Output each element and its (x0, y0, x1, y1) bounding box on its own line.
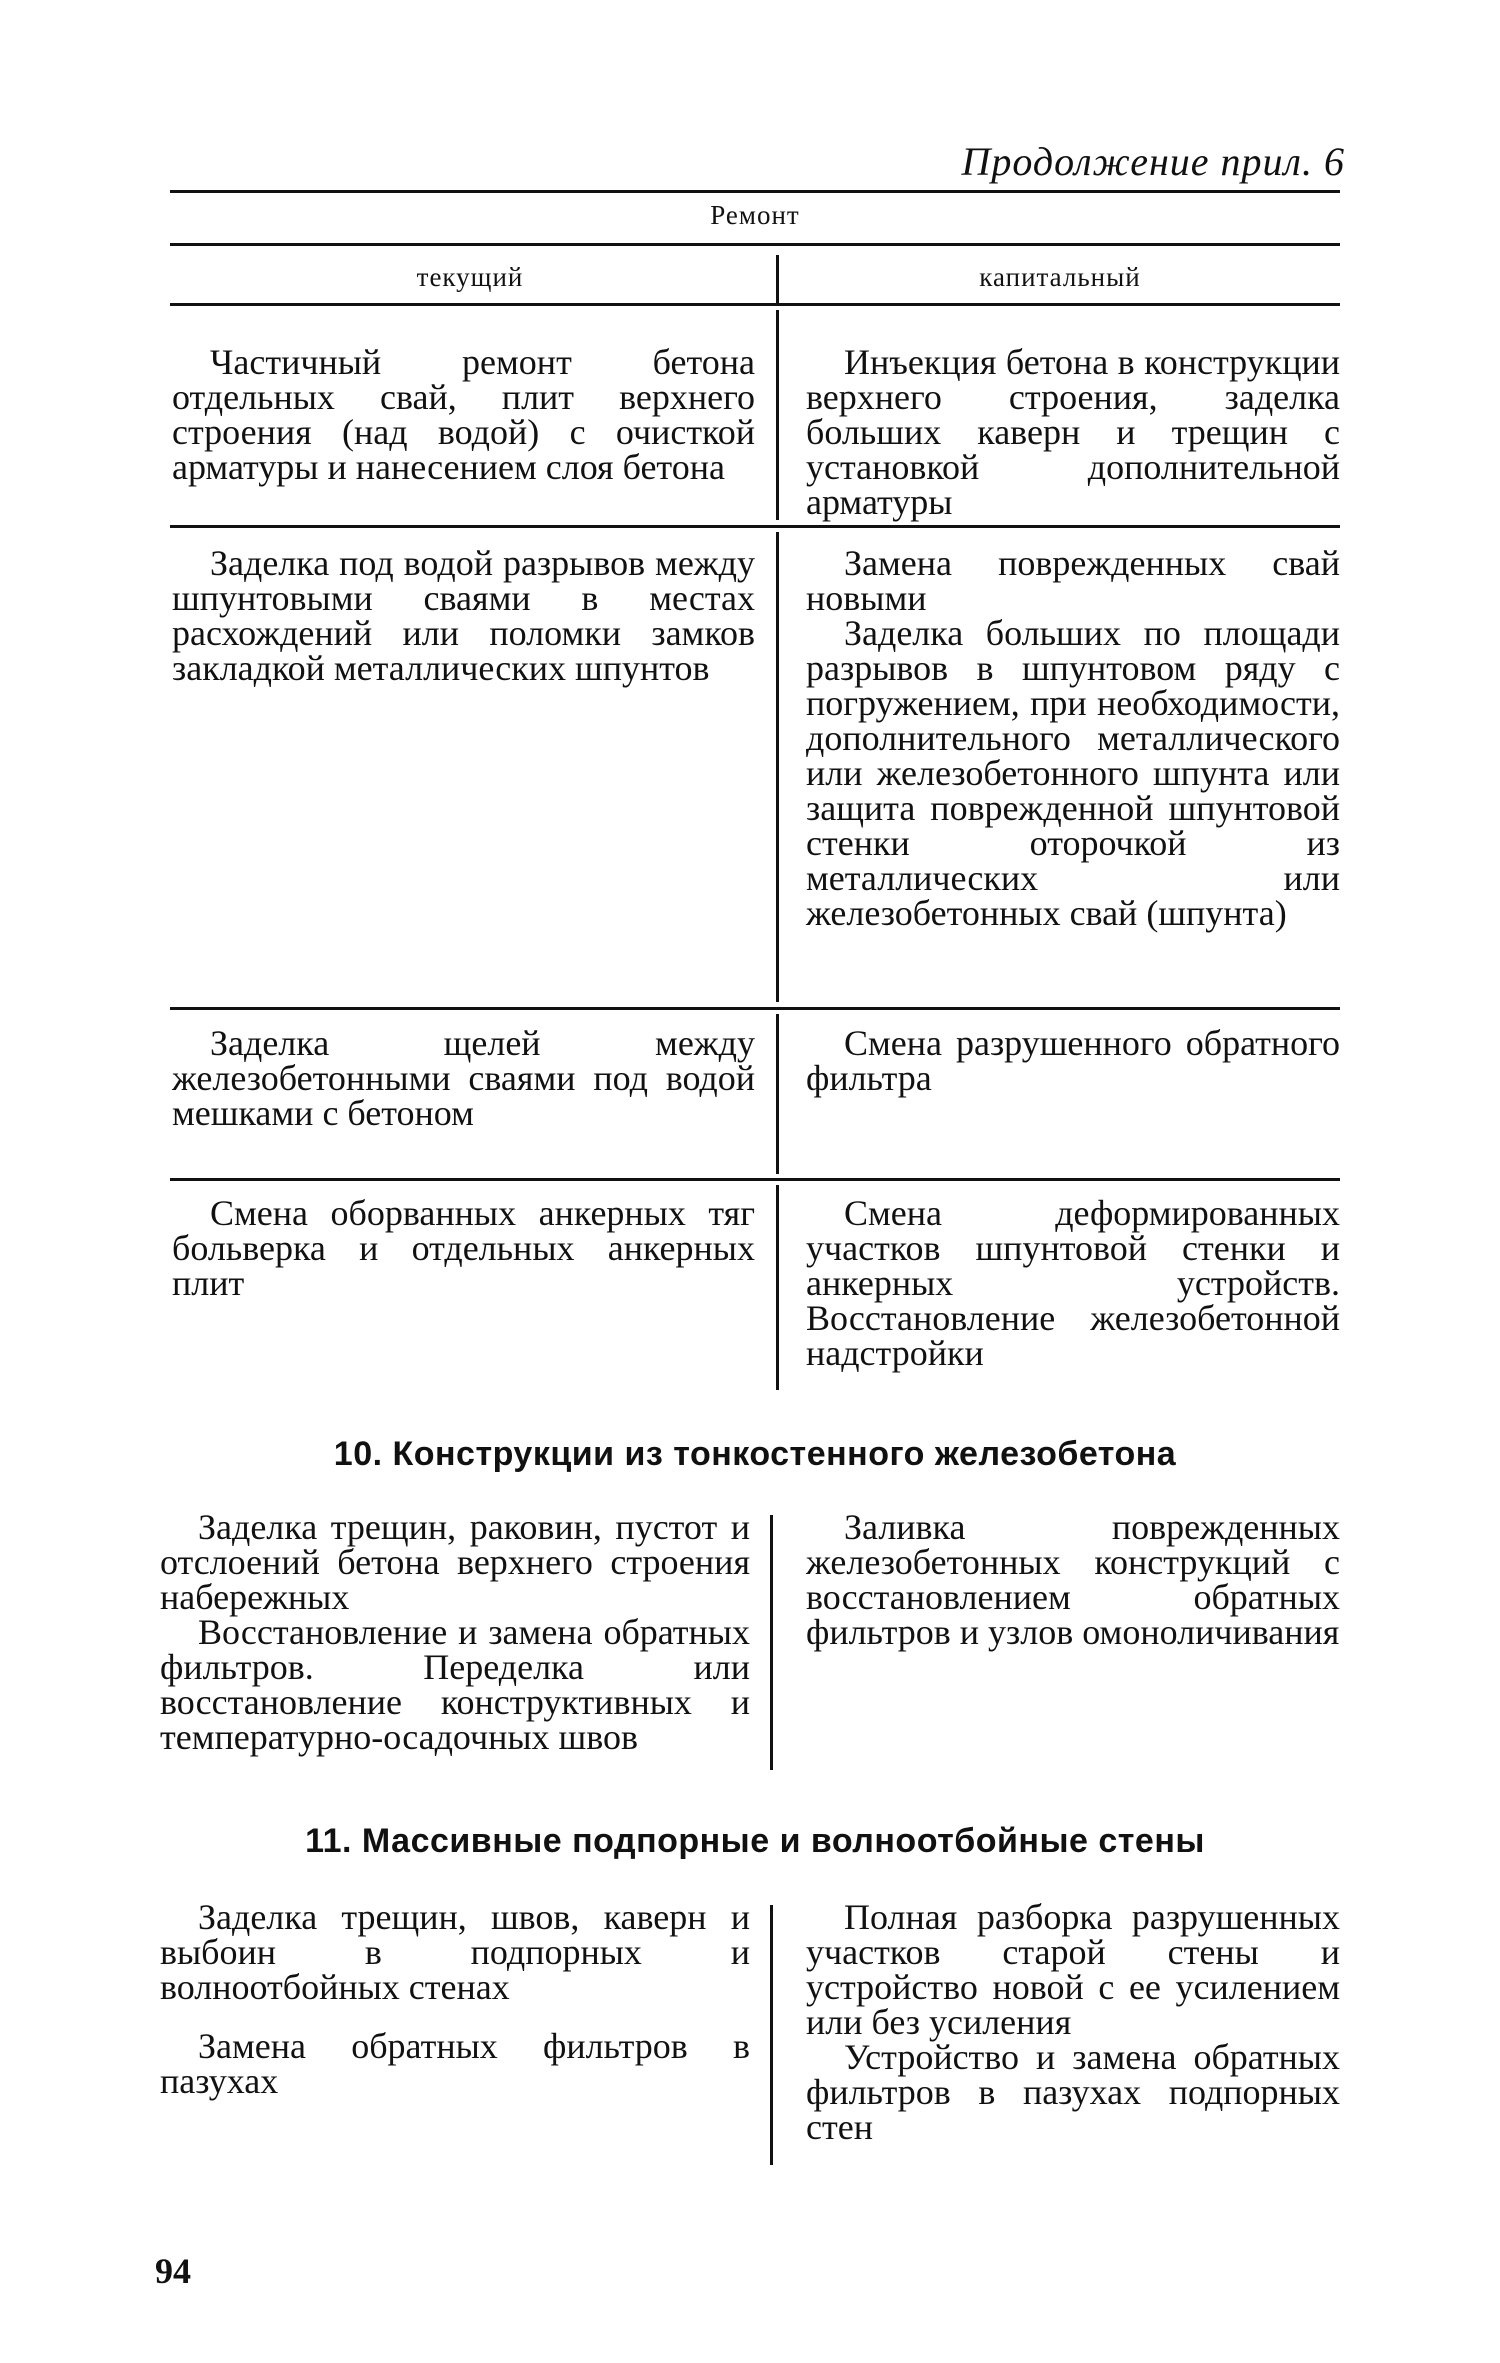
row3-capital-p1: Смена разрушенного обратного фильтра (806, 1023, 1340, 1098)
section-11-current (160, 1897, 750, 2101)
row1-current (172, 342, 755, 487)
col-header-capital: капитальный (979, 262, 1141, 292)
section-11-capital-p1: Полная разборка разрушенных участков старой стены и устройство новой с ее усилением или без усиления (806, 1897, 1340, 2042)
row1-capital-p1: Инъекция бетона в конструкции верхнего строения, заделка больших каверн и трещин с установкой дополнительной арматуры (806, 342, 1340, 522)
row-divider (776, 532, 779, 1002)
section-10-capital-p1: Заливка поврежденных железобетонных конструкций с восстановлением обратных фильтров и узлов омоноличивания (806, 1507, 1340, 1652)
row3-current (172, 1023, 755, 1133)
row2-capital-p1: Замена поврежденных свай новыми (806, 543, 1340, 618)
row-rule (170, 525, 1340, 528)
col-header-divider (776, 255, 779, 303)
section-11-capital (806, 1897, 1340, 2147)
section-11-title: 11. Массивные подпорные и волноотбойные стены (305, 1822, 1205, 1860)
row2-capital (806, 543, 1340, 933)
row3-capital (806, 1023, 1340, 1098)
section-10-current (160, 1507, 750, 1757)
row-rule (170, 1007, 1340, 1010)
group-header-rule (170, 243, 1340, 246)
row3-current-p1: Заделка щелей между железобетонными сваями под водой мешками с бетоном (172, 1023, 755, 1133)
row1-current-p1: Частичный ремонт бетона отдельных свай, плит верхнего строения (над водой) с очисткой арматуры и нанесением слоя бетона (172, 342, 755, 487)
row-divider (776, 1185, 779, 1390)
row4-current-p1: Смена оборванных анкерных тяг больверка и отдельных анкерных плит (172, 1193, 755, 1303)
row2-capital-p2: Заделка больших по площади разрывов в шпунтовом ряду с погружением, при необходимости, дополнительного металлического или железобетонного шпунта или защита поврежденной шпунтовой стенки оторочкой из металлических или железобетонных свай (шпунта) (806, 613, 1340, 933)
row-divider (776, 1014, 779, 1174)
table-top-rule (170, 190, 1340, 193)
section-10-divider (770, 1515, 773, 1770)
section-11-divider (770, 1905, 773, 2165)
row-divider (776, 310, 779, 520)
row4-current (172, 1193, 755, 1303)
col-header-rule (170, 303, 1340, 306)
row1-capital (806, 342, 1340, 522)
page-number: 94 (155, 2251, 191, 2291)
continuation-note: Продолжение прил. 6 (961, 139, 1345, 184)
row-rule (170, 1178, 1340, 1181)
section-10-current-p1: Заделка трещин, раковин, пустот и отслоений бетона верхнего строения набережных (160, 1507, 750, 1617)
section-10-current-p2: Восстановление и замена обратных фильтров. Переделка или восстановление конструктивных и температурно-осадочных швов (160, 1612, 750, 1757)
row4-capital-p1: Смена деформированных участков шпунтовой стенки и анкерных устройств. Восстановление железобетонной надстройки (806, 1193, 1340, 1373)
row4-capital (806, 1193, 1340, 1373)
col-header-current: текущий (416, 262, 524, 292)
row2-current (172, 543, 755, 688)
section-11-current-p2: Замена обратных фильтров в пазухах (160, 2026, 750, 2101)
section-11-current-p1: Заделка трещин, швов, каверн и выбоин в подпорных и волноотбойных стенах (160, 1897, 750, 2007)
group-header: Ремонт (710, 200, 800, 230)
section-10-title: 10. Конструкции из тонкостенного железобетона (333, 1435, 1177, 1473)
row2-current-p1: Заделка под водой разрывов между шпунтовыми сваями в местах расхождений или поломки замков закладкой металлических шпунтов (172, 543, 755, 688)
section-10-capital (806, 1507, 1340, 1652)
section-11-capital-p2: Устройство и замена обратных фильтров в пазухах подпорных стен (806, 2037, 1340, 2147)
